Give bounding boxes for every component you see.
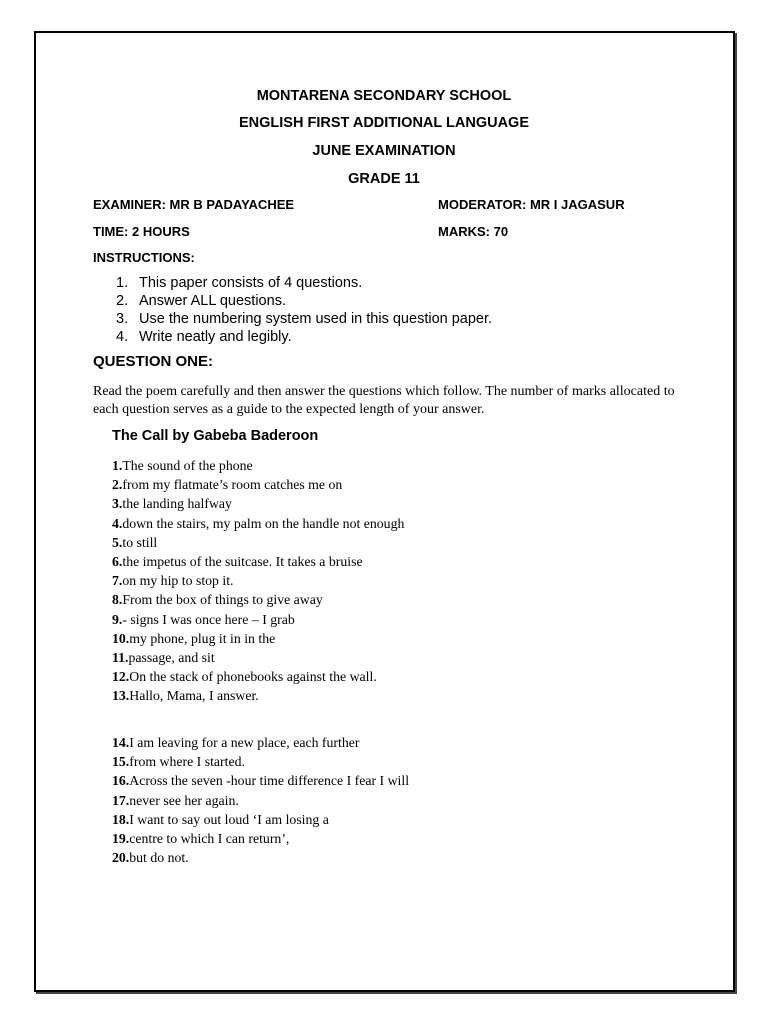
poem-title: The Call by Gabeba Baderoon: [112, 428, 319, 444]
grade-title: GRADE 11: [348, 171, 420, 187]
poem-line: 9.- signs I was once here – I grab: [112, 611, 295, 627]
instruction-item: 2. Answer ALL questions.: [116, 293, 286, 309]
poem-line: 4.down the stairs, my palm on the handle not enough: [112, 515, 405, 531]
poem-line: 13.Hallo, Mama, I answer.: [112, 688, 259, 704]
poem-line: 12.On the stack of phonebooks against the wall.: [112, 669, 377, 685]
school-name: MONTARENA SECONDARY SCHOOL: [256, 88, 512, 104]
poem-line: 19.centre to which I can return’,: [112, 830, 290, 846]
poem-line: 2.from my flatmate’s room catches me on: [112, 477, 343, 493]
poem-line: 20.but do not.: [112, 850, 189, 866]
instruction-item: 1. This paper consists of 4 questions.: [116, 275, 363, 291]
poem-stanza-1: [112, 456, 404, 705]
subject-title: ENGLISH FIRST ADDITIONAL LANGUAGE: [239, 115, 529, 131]
poem-line: 3.the landing halfway: [112, 496, 232, 512]
instruction-item: 3. Use the numbering system used in this question paper.: [116, 311, 493, 327]
poem-line: 5.to still: [112, 534, 158, 550]
exam-title: JUNE EXAMINATION: [312, 143, 456, 159]
poem-line: 1.The sound of the phone: [112, 458, 253, 473]
poem-line: 7.on my hip to stop it.: [112, 573, 234, 589]
poem-line: 11.passage, and sit: [112, 649, 215, 665]
instruction-item: 4. Write neatly and legibly.: [116, 329, 292, 345]
poem-line: 15.from where I started.: [112, 754, 245, 770]
time-label: TIME: 2 HOURS: [93, 224, 190, 239]
poem-line: 10.my phone, plug it in in the: [112, 630, 276, 646]
question-one-heading: QUESTION ONE:: [93, 353, 214, 370]
poem-line: 17.never see her again.: [112, 792, 239, 808]
poem-line: 6.the impetus of the suitcase. It takes a bruise: [112, 553, 363, 569]
examiner-label: EXAMINER: MR B PADAYACHEE: [93, 197, 295, 212]
instructions-list: [116, 274, 492, 346]
poem-line: 8.From the box of things to give away: [112, 592, 323, 608]
question-intro: Read the poem carefully and then answer the questions which follow. The number of marks allocated to each question serves as a guide to the expected length of your answer.: [93, 384, 675, 417]
moderator-label: MODERATOR: MR I JAGASUR: [438, 197, 625, 212]
poem-stanza-2: [112, 733, 409, 867]
poem-line: 14.I am leaving for a new place, each further: [112, 735, 360, 750]
instructions-heading: INSTRUCTIONS:: [93, 250, 195, 265]
marks-label: MARKS: 70: [438, 224, 509, 239]
poem-line: 18.I want to say out loud ‘I am losing a: [112, 811, 329, 827]
poem-line: 16.Across the seven -hour time difference I fear I will: [112, 773, 410, 789]
